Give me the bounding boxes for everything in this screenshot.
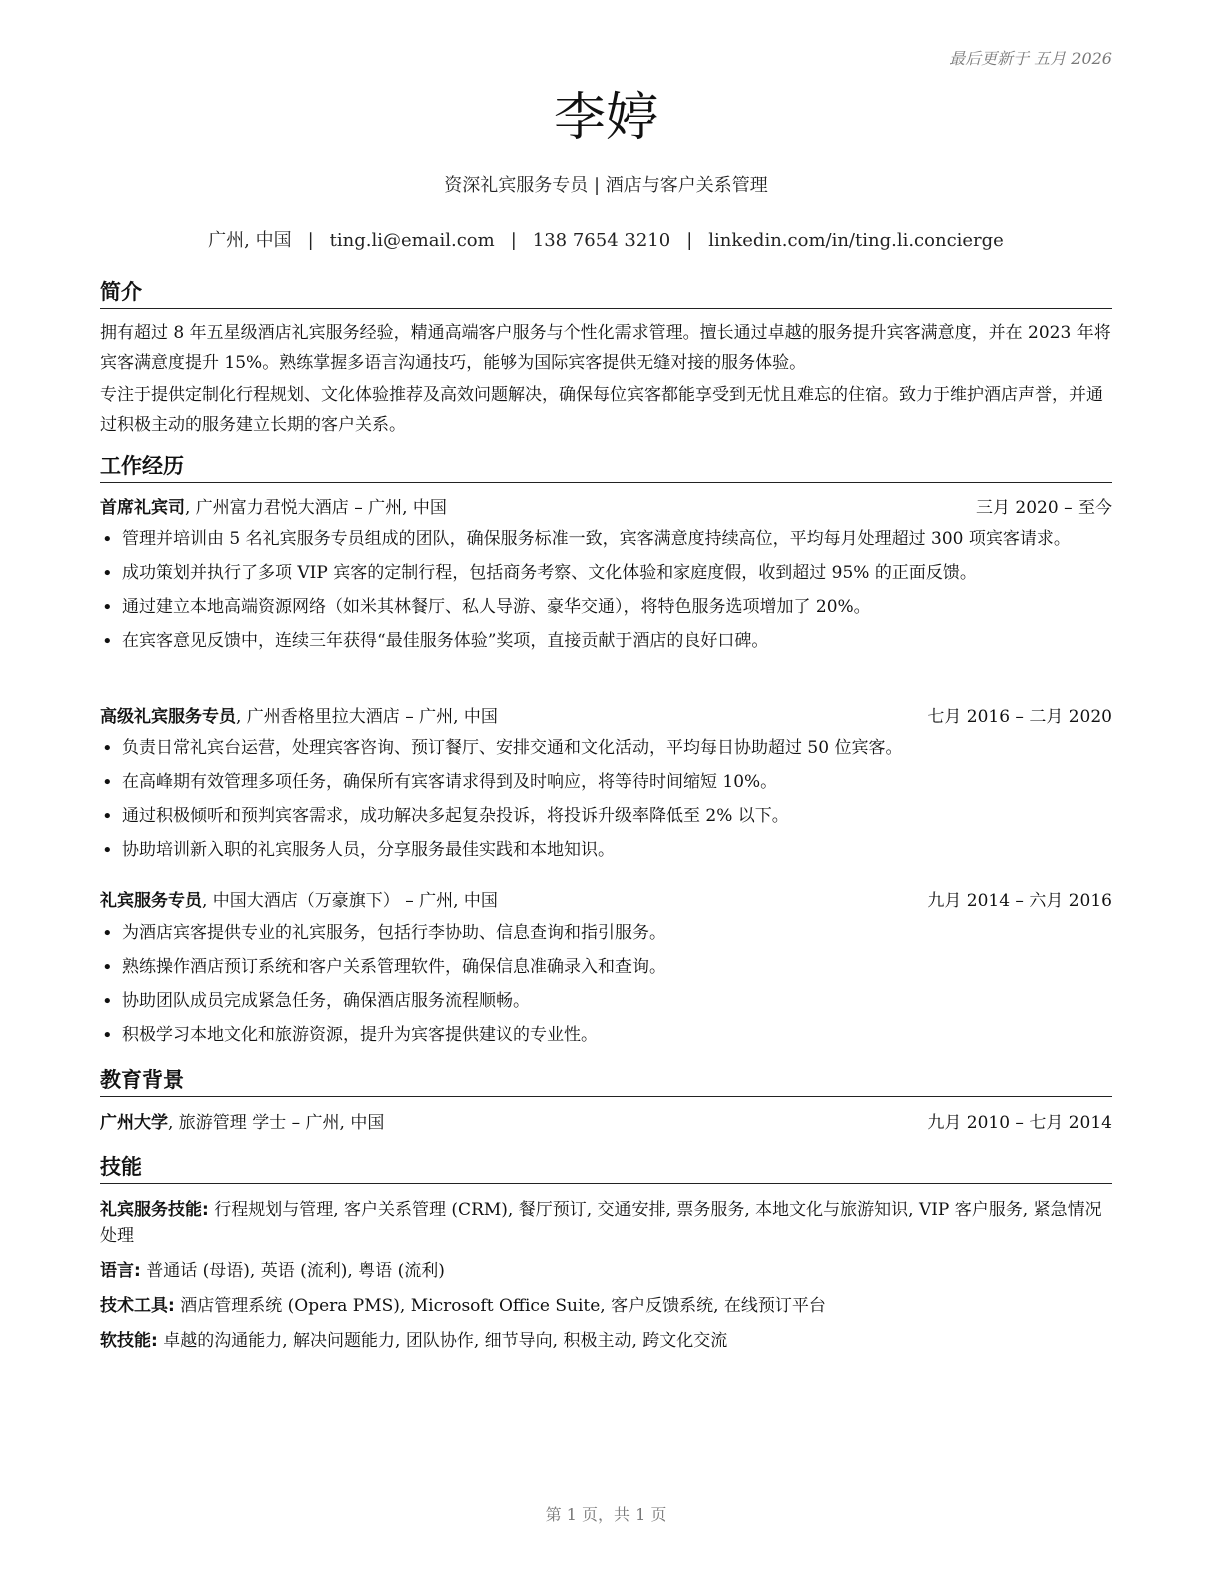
job-org: , 中国大酒店（万豪旗下） – 广州, 中国 xyxy=(202,891,498,911)
job-role: 高级礼宾服务专员 xyxy=(100,707,236,727)
skill-value: 普通话 (母语), 英语 (流利), 粤语 (流利) xyxy=(140,1261,445,1281)
contact-bar xyxy=(100,226,1112,252)
phone: 138 7654 3210 xyxy=(532,230,671,251)
job-header xyxy=(100,705,1112,729)
job-date: 三月 2020 – 至今 xyxy=(976,498,1112,518)
skill-label: 语言: xyxy=(100,1261,141,1281)
job-header xyxy=(100,889,1112,913)
job-date: 九月 2014 – 六月 2016 xyxy=(927,891,1112,911)
job-header xyxy=(100,496,1112,520)
skill-value: 酒店管理系统 (Opera PMS), Microsoft Office Suite, 客户反馈系统, 在线预订平台 xyxy=(174,1296,826,1316)
job-org: , 广州香格里拉大酒店 – 广州, 中国 xyxy=(236,707,498,727)
location: 广州, 中国 xyxy=(208,230,292,251)
job-org: , 广州富力君悦大酒店 – 广州, 中国 xyxy=(185,498,447,518)
skill-label: 软技能: xyxy=(100,1331,158,1351)
job-role: 首席礼宾司 xyxy=(100,498,185,518)
linkedin-link[interactable]: linkedin.com/in/ting.li.concierge xyxy=(708,230,1004,251)
page-footer: 第 1 页，共 1 页 xyxy=(545,1505,667,1524)
job-role: 礼宾服务专员 xyxy=(100,891,202,911)
email-link[interactable]: ting.li@email.com xyxy=(329,230,495,251)
skill-line xyxy=(100,1258,1112,1284)
list-item: • 成功策划并执行了多项 VIP 宾客的定制行程，包括商务考察、文化体验和家庭度假，收到超过 95% 的正面反馈。 xyxy=(100,561,1112,586)
list-item: • 在宾客意见反馈中，连续三年获得“最佳服务体验”奖项，直接贡献于酒店的良好口碑。 xyxy=(100,629,1112,654)
person-name: 李婷 xyxy=(553,88,658,148)
list-item: • 积极学习本地文化和旅游资源，提升为宾客提供建议的专业性。 xyxy=(100,1023,1112,1048)
skill-value: 行程规划与管理, 客户关系管理 (CRM), 餐厅预订, 交通安排, 票务服务, 本地文化与旅游知识, VIP 客户服务, 紧急情况处理 xyxy=(100,1200,1102,1246)
skill-label: 技术工具: xyxy=(100,1296,175,1316)
last-updated: 最后更新于 五月 2026 xyxy=(949,49,1112,68)
list-item: • 熟练操作酒店预订系统和客户关系管理软件，确保信息准确录入和查询。 xyxy=(100,955,1112,980)
degree-detail: , 旅游管理 学士 – 广州, 中国 xyxy=(168,1113,385,1133)
separator: | xyxy=(510,230,517,251)
list-item: • 管理并培训由 5 名礼宾服务专员组成的团队，确保服务标准一致，宾客满意度持续高位，平均每月处理超过 300 项宾客请求。 xyxy=(100,527,1112,552)
list-item: • 负责日常礼宾台运营，处理宾客咨询、预订餐厅、安排交通和文化活动，平均每日协助超过 50 位宾客。 xyxy=(100,736,1112,761)
summary-paragraph: 拥有超过 8 年五星级酒店礼宾服务经验，精通高端客户服务与个性化需求管理。擅长通过卓越的服务提升宾客满意度，并在 2023 年将宾客满意度提升 15%。熟练掌握多语言沟通技巧，能够为国际宾客提供无缝对接的服务体验。 xyxy=(100,323,1111,373)
skill-line xyxy=(100,1197,1112,1249)
resume-page xyxy=(100,0,1112,1584)
headline: 资深礼宾服务专员 | 酒店与客户关系管理 xyxy=(444,175,768,196)
skill-line xyxy=(100,1293,1112,1319)
skill-label: 礼宾服务技能: xyxy=(100,1200,209,1220)
job-date: 七月 2016 – 二月 2020 xyxy=(927,707,1112,727)
list-item: • 通过建立本地高端资源网络（如米其林餐厅、私人导游、豪华交通），将特色服务选项增加了 20%。 xyxy=(100,595,1112,620)
list-item: • 为酒店宾客提供专业的礼宾服务，包括行李协助、信息查询和指引服务。 xyxy=(100,921,1112,946)
job-bullets xyxy=(100,736,1112,872)
list-item: • 通过积极倾听和预判宾客需求，成功解决多起复杂投诉，将投诉升级率降低至 2% 以下。 xyxy=(100,804,1112,829)
job-bullets xyxy=(100,921,1112,1057)
list-item: • 协助培训新入职的礼宾服务人员，分享服务最佳实践和本地知识。 xyxy=(100,838,1112,863)
list-item: • 在高峰期有效管理多项任务，确保所有宾客请求得到及时响应，将等待时间缩短 10%。 xyxy=(100,770,1112,795)
section-title-education: 教育背景 xyxy=(100,1066,1112,1097)
summary-paragraph: 专注于提供定制化行程规划、文化体验推荐及高效问题解决，确保每位宾客都能享受到无忧且难忘的住宿。致力于维护酒店声誉，并通过积极主动的服务建立长期的客户关系。 xyxy=(100,385,1103,435)
separator: | xyxy=(686,230,693,251)
job-bullets xyxy=(100,527,1112,663)
education-date: 九月 2010 – 七月 2014 xyxy=(927,1113,1112,1133)
skill-value: 卓越的沟通能力, 解决问题能力, 团队协作, 细节导向, 积极主动, 跨文化交流 xyxy=(157,1331,728,1351)
school-name: 广州大学 xyxy=(100,1113,168,1133)
separator: | xyxy=(307,230,314,251)
section-title-skills: 技能 xyxy=(100,1153,1112,1184)
education-entry xyxy=(100,1111,1112,1135)
section-title-summary: 简介 xyxy=(100,278,1112,309)
list-item: • 协助团队成员完成紧急任务，确保酒店服务流程顺畅。 xyxy=(100,989,1112,1014)
section-title-experience: 工作经历 xyxy=(100,452,1112,483)
skill-line xyxy=(100,1328,1112,1354)
